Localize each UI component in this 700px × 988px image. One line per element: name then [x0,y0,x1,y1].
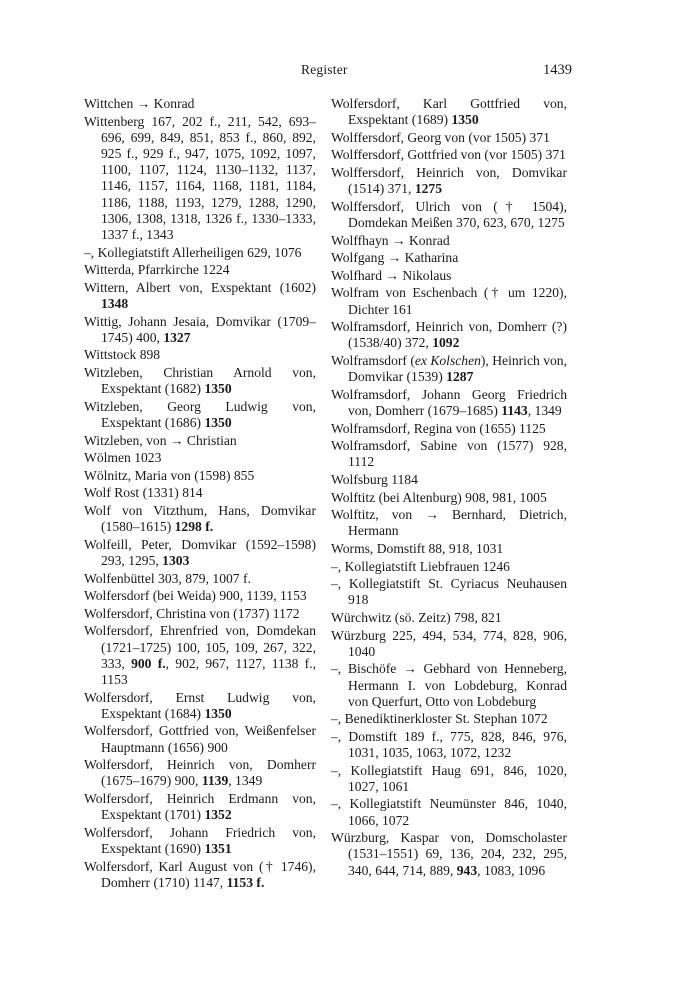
index-entry: Wölmen 1023 [84,450,162,466]
index-entry: Wolftitz, von → Bernhard, Dietrich, Hermann [331,507,567,539]
index-column-left [84,96,316,892]
index-entry: Wolframsdorf, Regina von (1655) 1125 [331,420,546,436]
index-entry: Wolfersdorf, Ehrenfried von, Domdekan (1721–1725) 100, 105, 109, 267, 322, 333, 900 f., 902, 967, 1127, 1138 f., 1153 [84,623,317,687]
index-entry: Witterda, Pfarrkirche 1224 [84,262,230,278]
index-entry: Wittstock 898 [84,347,161,363]
index-entry: Wolfsburg 1184 [331,471,418,487]
index-entry: Wolfenbüttel 303, 879, 1007 f. [84,570,251,586]
index-entry: Wolfersdorf, Karl Gottfried von, Exspektant (1689) 1350 [331,96,567,128]
index-entry: –, Benediktinerkloster St. Stephan 1072 [331,711,548,727]
index-entry: Wolftitz (bei Altenburg) 908, 981, 1005 [331,489,547,505]
index-entry: Wolffersdorf, Georg von (vor 1505) 371 [331,129,550,145]
running-head-title: Register [301,62,348,77]
index-entry: –, Kollegiatstift Neumünster 846, 1040, 1066, 1072 [331,796,567,828]
index-entry: Wolfersdorf, Heinrich Erdmann von, Exspektant (1701) 1352 [84,790,316,823]
index-entry: Wolframsdorf, Sabine von (1577) 928, 1112 [331,438,567,470]
index-entry: Wolframsdorf, Johann Georg Friedrich von, Domherr (1679–1685) 1143, 1349 [331,386,567,418]
index-entry: Wittern, Albert von, Exspektant (1602) 1348 [84,279,316,311]
index-entry: Wolfersdorf, Gottfried von, Weißenfelser Hauptmann (1656) 900 [84,723,316,755]
index-entry: Wolframsdorf (ex Kolschen), Heinrich von, Domvikar (1539) 1287 [331,352,567,385]
index-entry: Wolf Rost (1331) 814 [84,485,203,501]
index-column-right [331,96,567,880]
index-entry: Wolfersdorf (bei Weida) 900, 1139, 1153 [84,588,307,604]
index-entry: Wolffersdorf, Ulrich von († 1504), Domdekan Meißen 370, 623, 670, 1275 [331,198,567,230]
index-entry: Wittig, Johann Jesaia, Domvikar (1709–1745) 400, 1327 [84,313,316,345]
index-entry: Wolfeill, Peter, Domvikar (1592–1598) 293, 1295, 1303 [84,536,316,568]
index-entry: Wolfersdorf, Heinrich von, Domherr (1675–1679) 900, 1139, 1349 [84,757,316,789]
index-entry: Würchwitz (sö. Zeitz) 798, 821 [331,609,502,625]
index-entry: Wölnitz, Maria von (1598) 855 [84,467,255,483]
running-head [0,62,700,82]
index-entry: Wolffersdorf, Heinrich von, Domvikar (1514) 371, 1275 [331,164,567,197]
index-entry: Wolfgang → Katharina [331,250,459,266]
index-entry: Wolfersdorf, Karl August von († 1746), Domherr (1710) 1147, 1153 f. [84,858,316,890]
index-entry: –, Kollegiatstift St. Cyriacus Neuhausen 918 [331,576,567,608]
index-entry: Wittenberg 167, 202 f., 211, 542, 693–696, 699, 849, 851, 853 f., 860, 892, 925 f., 929 f., 947, 1075, 1092, 1097, 1100, 1107, 1124, 1130–1132, 1137, 1146, 1157, 1164, 1168, 1181, 1184, 1186, 1188, 1193, 1279, 1288, 1290, 1306, 1308, 1318, 1326 f., 1330–1333, 1337 f., 1343 [84,113,316,243]
index-entry: Wolframsdorf, Heinrich von, Domherr (?) (1538/40) 372, 1092 [331,319,567,351]
index-entry: –, Kollegiatstift Allerheiligen 629, 1076 [84,244,302,260]
index-entry: Wolfram von Eschenbach († um 1220), Dichter 161 [331,285,567,317]
index-entry: Witzleben, Christian Arnold von, Exspektant (1682) 1350 [84,364,316,397]
index-entry: –, Bischöfe → Gebhard von Henneberg, Hermann I. von Lobdeburg, Konrad von Querfurt, Otto von Lobdeburg [331,661,567,709]
index-entry: Wolfersdorf, Ernst Ludwig von, Exspektant (1684) 1350 [84,689,316,721]
index-entry: Wolfersdorf, Johann Friedrich von, Exspektant (1690) 1351 [84,824,316,856]
index-entry: Witzleben, Georg Ludwig von, Exspektant (1686) 1350 [84,398,316,430]
index-entry: Würzburg, Kaspar von, Domscholaster (1531–1551) 69, 136, 204, 232, 295, 340, 644, 714, 889, 943, 1083, 1096 [331,830,567,878]
index-entry: Würzburg 225, 494, 534, 774, 828, 906, 1040 [331,627,567,659]
index-entry: Worms, Domstift 88, 918, 1031 [331,540,504,556]
index-entry: Wolfhard → Nikolaus [331,267,452,283]
page-number: 1439 [543,62,572,78]
index-entry: –, Kollegiatstift Haug 691, 846, 1020, 1027, 1061 [331,762,567,794]
index-entry: –, Kollegiatstift Liebfrauen 1246 [331,558,510,574]
index-entry: Wittchen → Konrad [84,96,195,111]
index-entry: –, Domstift 189 f., 775, 828, 846, 976, 1031, 1035, 1063, 1072, 1232 [331,728,567,761]
index-entry: Wolfersdorf, Christina von (1737) 1172 [84,605,300,621]
index-entry: Wolf von Vitzthum, Hans, Domvikar (1580–1615) 1298 f. [84,502,316,535]
index-entry: Wolffhayn → Konrad [331,232,450,248]
index-entry: Witzleben, von → Christian [84,432,237,448]
index-entry: Wolffersdorf, Gottfried von (vor 1505) 371 [331,147,566,163]
